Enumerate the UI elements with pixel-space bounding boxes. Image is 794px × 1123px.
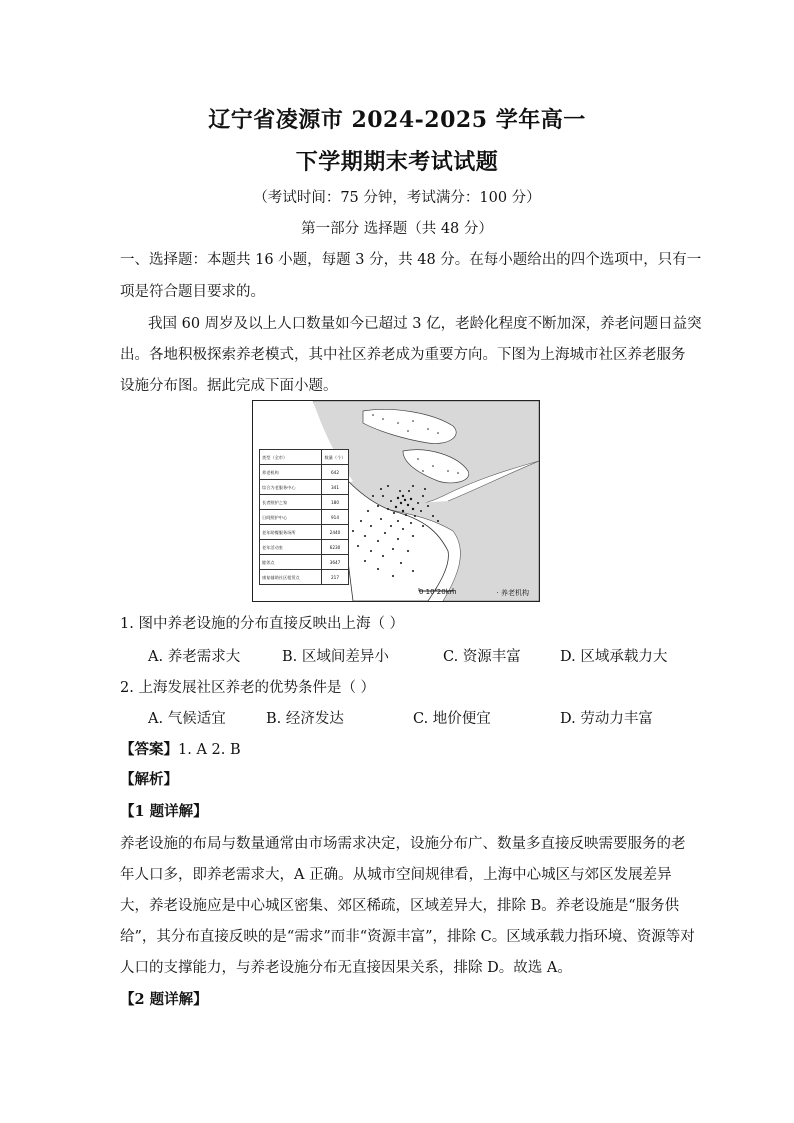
- table-header-count: 数量（个）: [322, 450, 349, 465]
- q2-analysis-label: 【2 题详解】: [120, 991, 208, 1008]
- passage-line1: 我国 60 周岁及以上人口数量如今已超过 3 亿，老龄化程度不断加深，养老问题日益突: [148, 316, 702, 332]
- question-1-stem: 1. 图中养老设施的分布直接反映出上海（ ）: [120, 616, 405, 632]
- q1-analysis-line5: 人口的支撑能力，与养老设施分布无直接因果关系，排除 D。故选 A。: [120, 960, 572, 976]
- table-row: [260, 525, 349, 540]
- passage-line3: 设施分布图。据此完成下面小题。: [120, 378, 338, 394]
- shanghai-elderly-care-map: [252, 400, 540, 602]
- facility-count: 2440: [322, 525, 349, 540]
- q1-analysis-line3: 大，养老设施应是中心城区密集、郊区稀疏，区域差异大，排除 B。养老设施是“服务供: [120, 898, 680, 914]
- question-1-option-a: A. 养老需求大: [148, 649, 241, 665]
- facility-type: 老年活动室: [260, 540, 322, 555]
- facility-count: 217: [322, 570, 349, 585]
- passage-line2: 出。各地积极探索养老模式，其中社区养老成为重要方向。下图为上海城市社区养老服务: [120, 347, 686, 363]
- q1-analysis-line4: 给”，其分布直接反映的是“需求”而非“资源丰富”，排除 C。区域承载力指环境、资源等对: [120, 929, 695, 945]
- instructions-line1: 一、选择题：本题共 16 小题，每题 3 分，共 48 分。在每小题给出的四个选项中，只有一: [120, 252, 702, 268]
- question-2-stem: 2. 上海发展社区养老的优势条件是（ ）: [120, 680, 376, 696]
- facility-type: 日间照护中心: [260, 510, 322, 525]
- facility-count-table: [259, 449, 349, 585]
- answer-text: 1. A 2. B: [178, 742, 241, 758]
- facility-type: 老年助餐服务场所: [260, 525, 322, 540]
- facility-type: 康复辅助社区租赁点: [260, 570, 322, 585]
- answer-line: [120, 738, 680, 759]
- table-row: [260, 555, 349, 570]
- question-2-option-d: D. 劳动力丰富: [560, 711, 653, 727]
- table-row: [260, 495, 349, 510]
- q1-analysis-line1: 养老设施的布局与数量通常由市场需求决定，设施分布广、数量多直接反映需要服务的老: [120, 836, 686, 852]
- exam-title-line2: 下学期期末考试试题: [295, 149, 499, 175]
- map-scale-label: 0 10 20km: [419, 588, 457, 596]
- analysis-label: 【解析】: [120, 771, 178, 788]
- facility-count: 3647: [322, 555, 349, 570]
- table-row: [260, 540, 349, 555]
- table-header-row: [260, 450, 349, 465]
- facility-type: 综合为老服务中心: [260, 480, 322, 495]
- facility-count: 6230: [322, 540, 349, 555]
- facility-type: 长者照护之家: [260, 495, 322, 510]
- exam-title-line1: 辽宁省凌源市 2024-2025 学年高一: [208, 107, 586, 133]
- map-legend: · 养老机构: [496, 589, 529, 597]
- facility-count: 914: [322, 510, 349, 525]
- question-2-option-c: C. 地价便宜: [413, 711, 491, 727]
- q1-analysis-label: 【1 题详解】: [120, 803, 208, 820]
- facility-type: 养老机构: [260, 465, 322, 480]
- facility-type: 睦邻点: [260, 555, 322, 570]
- facility-count: 180: [322, 495, 349, 510]
- table-row: [260, 570, 349, 585]
- exam-info: （考试时间：75 分钟，考试满分：100 分）: [253, 190, 541, 206]
- table-row: [260, 480, 349, 495]
- question-2-option-b: B. 经济发达: [266, 711, 344, 727]
- answer-label: 【答案】: [120, 741, 178, 758]
- question-2-option-a: A. 气候适宜: [148, 711, 226, 727]
- table-row: [260, 465, 349, 480]
- part-title: 第一部分 选择题（共 48 分）: [301, 221, 493, 237]
- table-row: [260, 510, 349, 525]
- facility-count: 341: [322, 480, 349, 495]
- table-header-type: 类型（全市）: [260, 450, 322, 465]
- question-1-option-b: B. 区域间差异小: [282, 649, 389, 665]
- facility-count: 642: [322, 465, 349, 480]
- question-1-option-d: D. 区域承载力大: [560, 649, 668, 665]
- instructions-line2: 项是符合题目要求的。: [120, 284, 265, 300]
- q1-analysis-line2: 年人口多，即养老需求大，A 正确。从城市空间规律看，上海中心城区与郊区发展差异: [120, 867, 672, 883]
- question-1-option-c: C. 资源丰富: [443, 649, 521, 665]
